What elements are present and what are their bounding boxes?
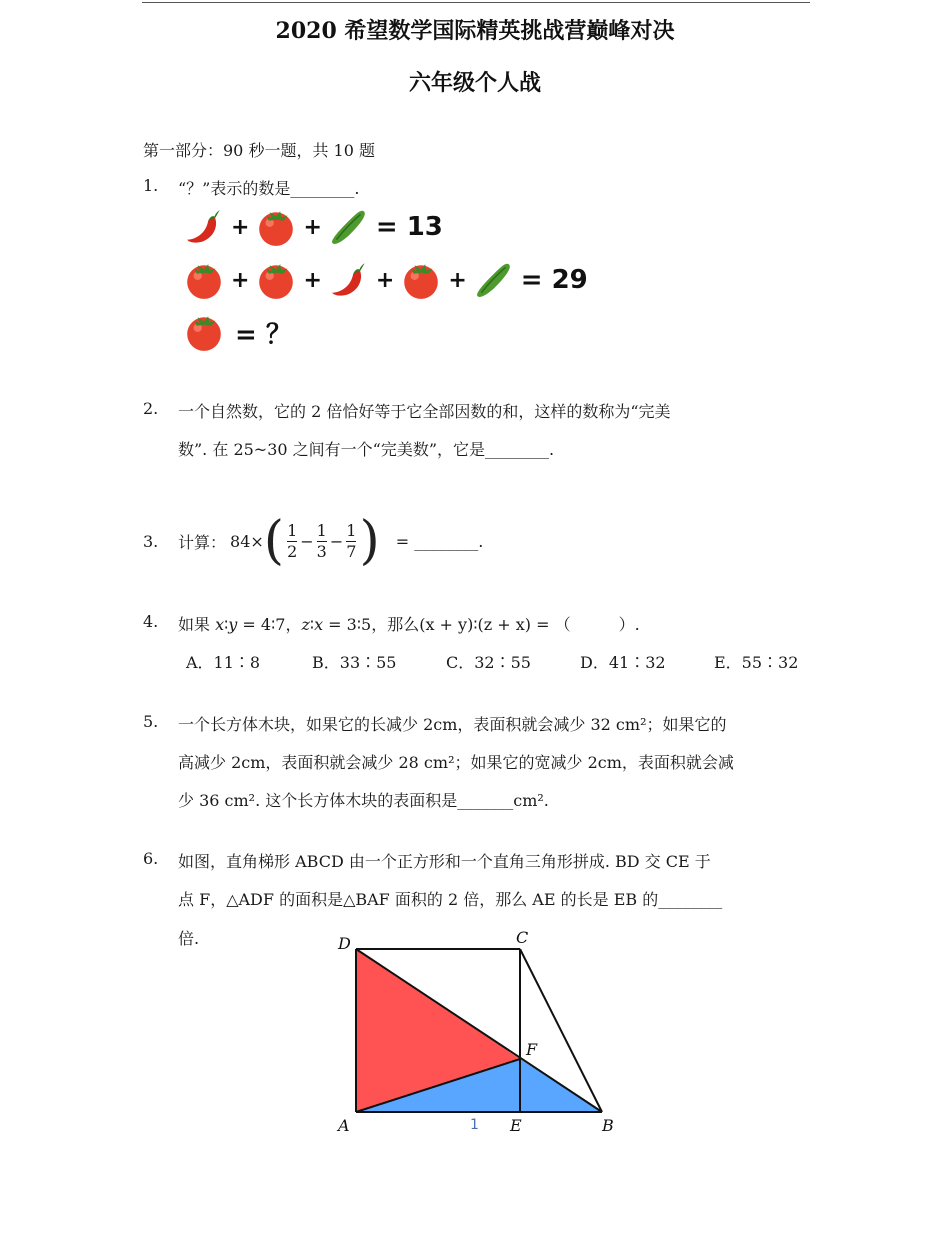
fraction-2-num: 1 (316, 520, 327, 540)
fraction-3-num: 1 (346, 520, 357, 540)
label-a: A (338, 1116, 350, 1135)
question-number-1: 1. (143, 176, 159, 195)
question-number-5: 5. (143, 712, 159, 731)
tomato-icon (255, 259, 297, 301)
option-e: E．55∶32 (714, 653, 799, 672)
option-a: A．11∶8 (186, 653, 261, 672)
label-c: C (516, 928, 529, 947)
question-2-line-2: 数”. 在 25~30 之间有一个“完美数”，它是________. (178, 440, 555, 459)
fraction-3-den: 7 (346, 541, 357, 561)
right-paren: ) (359, 511, 380, 571)
top-rule (142, 2, 810, 3)
var-x: x (215, 615, 225, 634)
q4-text-a: 如果 (178, 615, 216, 634)
tomato-icon (183, 259, 225, 301)
question-5-line-3: 少 36 cm². 这个长方体木块的表面积是_______cm². (178, 791, 549, 810)
question-1-text: “？”表示的数是________. (178, 179, 360, 198)
var-y: y (228, 615, 238, 634)
question-2-line-1: 一个自然数，它的 2 倍恰好等于它全部因数的和，这样的数称为“完美 (178, 402, 671, 421)
equation-row-1 (183, 206, 443, 248)
equation-3-result: = ？ (235, 319, 292, 350)
question-3-coefficient: 84× (230, 531, 264, 551)
equation-1-result: = 13 (375, 212, 443, 242)
pepper-icon (183, 206, 225, 248)
plus-sign: + (448, 267, 467, 293)
minus-sign: − (300, 531, 314, 551)
equation-row-2 (183, 259, 588, 301)
plus-sign: + (303, 267, 322, 293)
label-d: D (338, 934, 351, 953)
equation-2-result: = 29 (520, 265, 588, 295)
plus-sign: + (231, 267, 250, 293)
question-number-2: 2. (143, 399, 159, 418)
label-e: E (510, 1116, 522, 1135)
question-number-4: 4. (143, 612, 159, 631)
cucumber-icon (328, 206, 370, 248)
option-c: C．32∶55 (446, 653, 531, 672)
question-3-expression (178, 512, 483, 570)
question-4-text (178, 612, 640, 635)
page-title: 2020 希望数学国际精英挑战营巅峰对决 (275, 18, 675, 44)
question-6-line-1: 如图，直角梯形 ABCD 由一个正方形和一个直角三角形拼成. BD 交 CE 于 (178, 852, 711, 871)
fraction-1 (287, 521, 297, 562)
label-b: B (602, 1116, 614, 1135)
segment-label-1: 1 (470, 1117, 479, 1133)
cucumber-icon (473, 259, 515, 301)
tomato-icon (255, 206, 297, 248)
fraction-2 (317, 521, 327, 562)
fraction-2-den: 3 (316, 541, 327, 561)
tomato-icon (183, 311, 225, 353)
trapezoid-figure (330, 925, 630, 1140)
ratio-sep: ∶ (224, 615, 229, 634)
question-3-prefix: 计算： (178, 532, 227, 552)
plus-sign: + (231, 214, 250, 240)
question-6-line-3: 倍. (178, 929, 200, 948)
fraction-1-num: 1 (287, 520, 298, 540)
question-6-line-2: 点 F，△ADF 的面积是△BAF 面积的 2 倍，那么 AE 的长是 EB 的________ (178, 890, 723, 909)
option-d: D．41∶32 (580, 653, 666, 672)
question-5-line-2: 高减少 2cm，表面积就会减少 28 cm²；如果它的宽减少 2cm，表面积就会减 (178, 753, 734, 772)
var-x: x (314, 615, 324, 634)
left-paren: ( (263, 511, 285, 571)
q4-text-c: = 3∶5，那么(x + y)∶(z + x) = （ ）. (323, 615, 640, 634)
minus-sign: − (329, 531, 344, 551)
question-5-line-1: 一个长方体木块，如果它的长减少 2cm，表面积就会减少 32 cm²；如果它的 (178, 715, 727, 734)
var-z: z (301, 615, 310, 634)
question-number-3: 3. (143, 532, 159, 551)
plus-sign: + (375, 267, 395, 293)
question-3-suffix: = ________. (395, 531, 484, 551)
tomato-icon (400, 259, 442, 301)
label-f: F (526, 1040, 538, 1059)
question-number-6: 6. (143, 849, 159, 868)
equation-row-3 (183, 311, 292, 353)
pepper-icon (328, 259, 370, 301)
plus-sign: + (303, 214, 322, 240)
section-heading: 第一部分：90 秒一题，共 10 题 (143, 141, 375, 160)
ratio-sep: ∶ (309, 615, 315, 634)
q4-text-b: = 4∶7， (237, 615, 302, 634)
fraction-1-den: 2 (287, 541, 298, 561)
page-subtitle: 六年级个人战 (408, 70, 541, 96)
option-b: B．33∶55 (312, 653, 397, 672)
fraction-3 (346, 521, 356, 562)
